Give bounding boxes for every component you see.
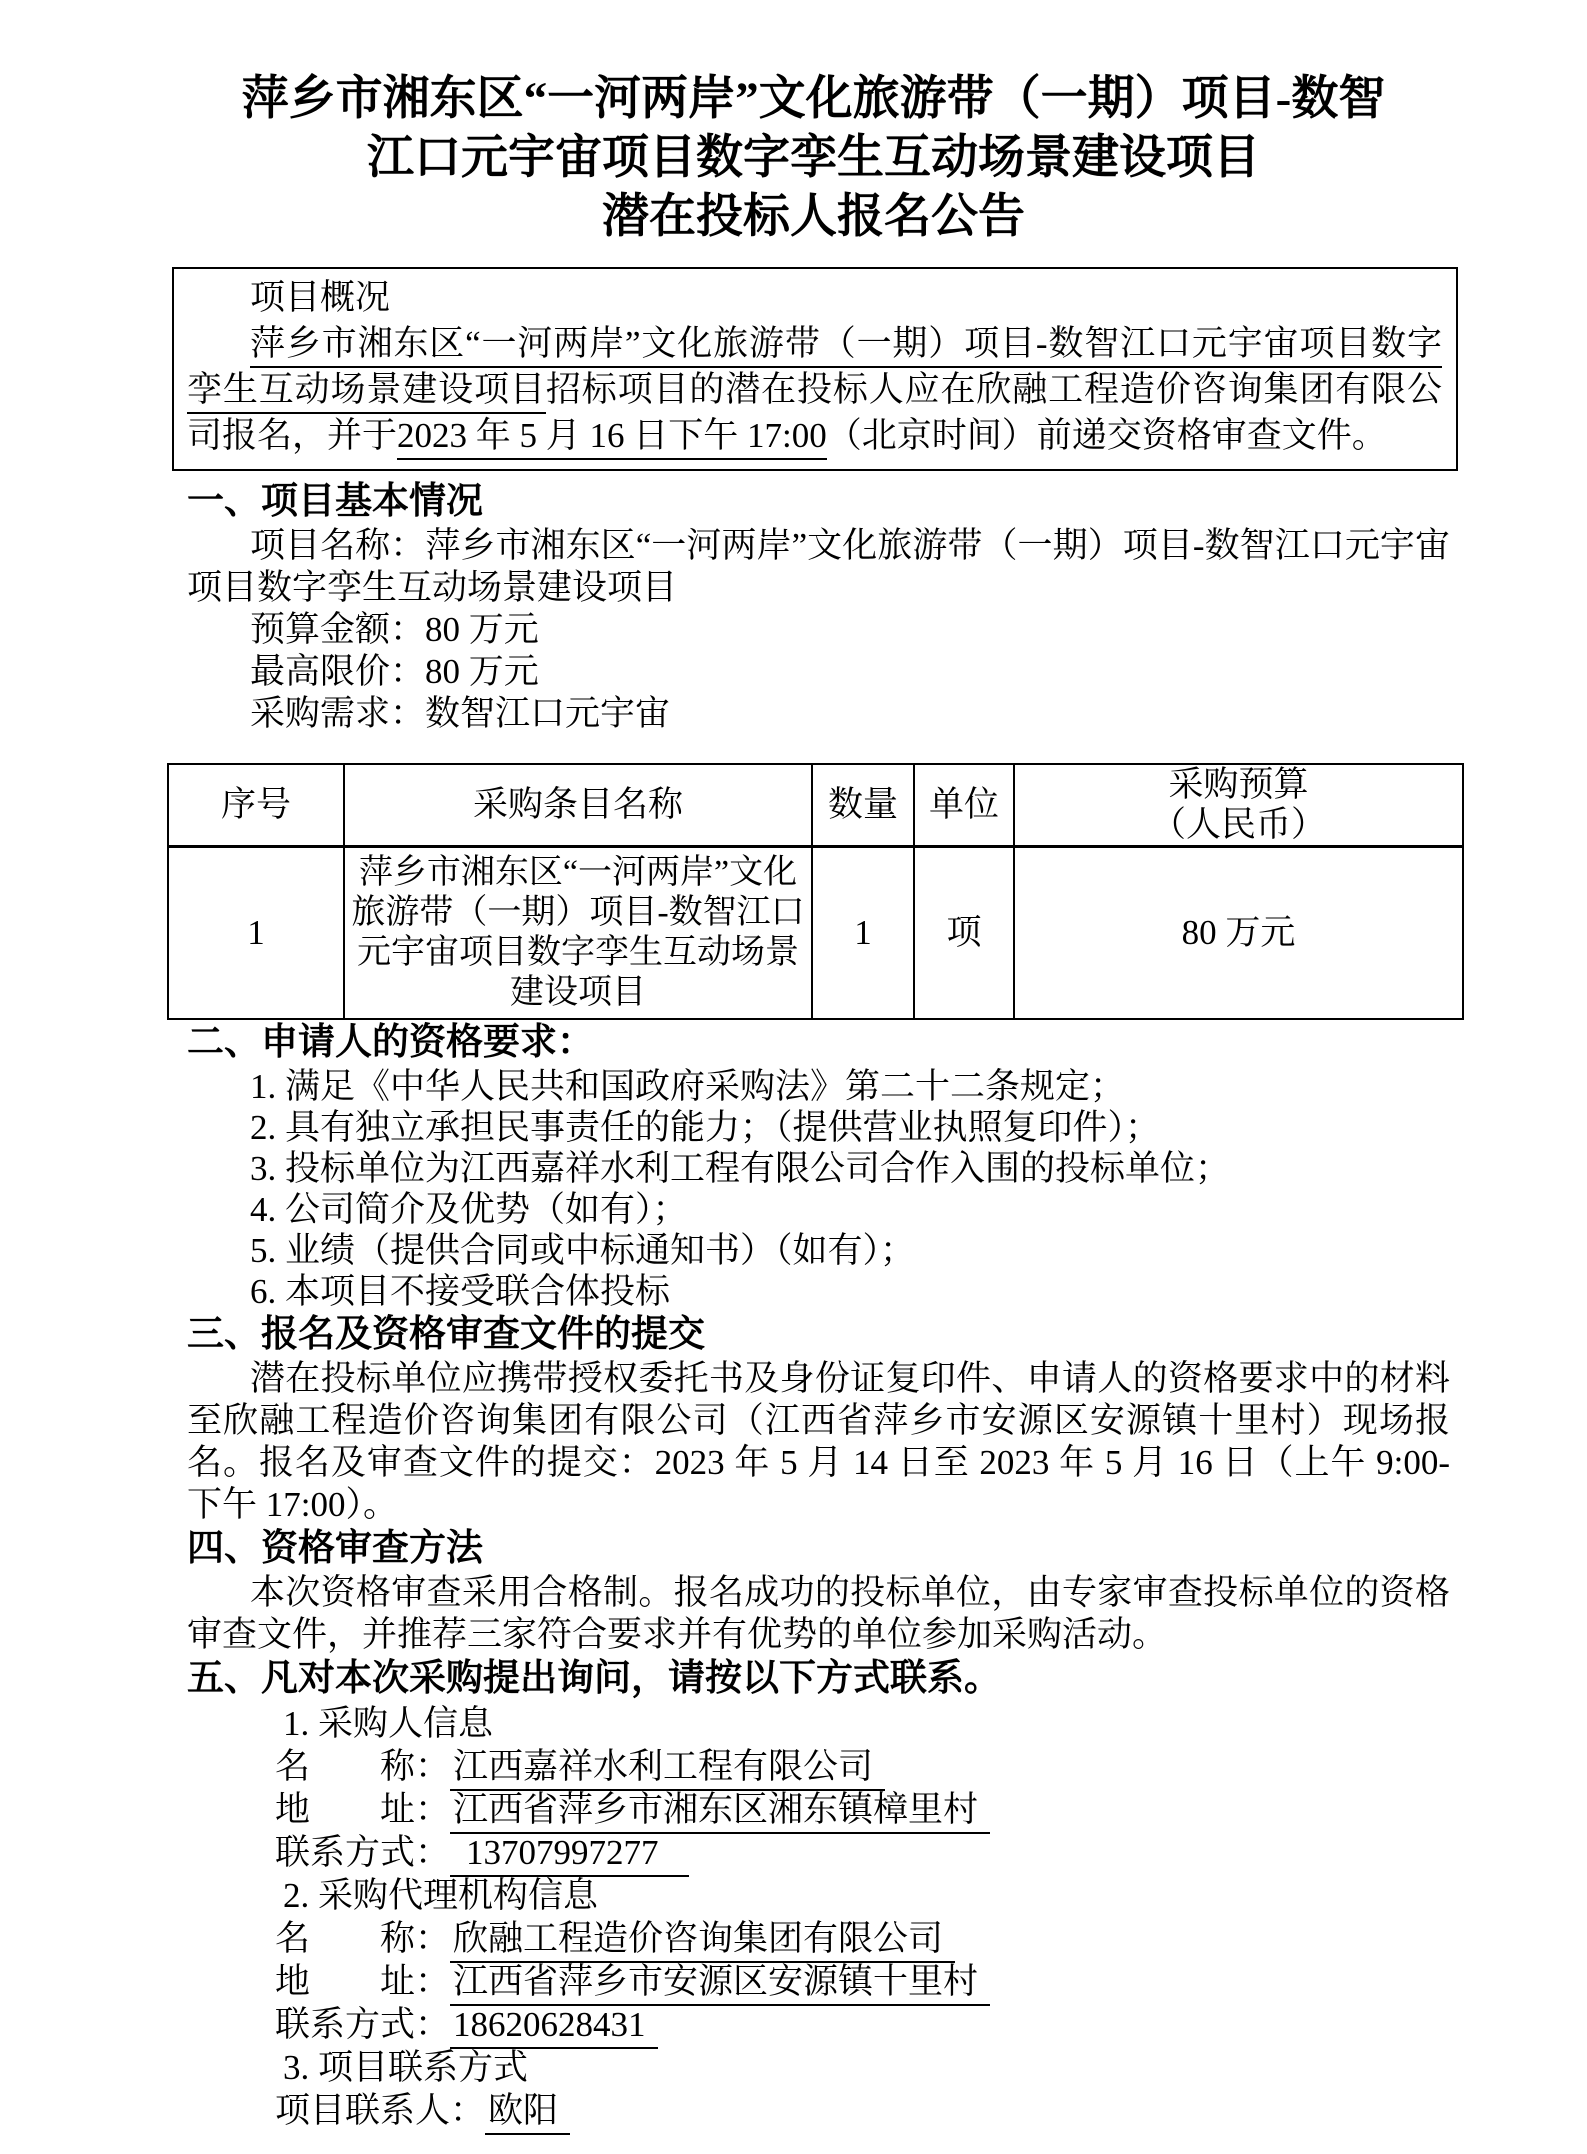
overview-label: 项目概况 [250,278,391,317]
table-cell-qty: 1 [812,847,914,1020]
title-line-3: 潜在投标人报名公告 [602,191,1025,243]
agent-info-heading: 2. 采购代理机构信息 [283,1876,599,1915]
section1-heading: 一、项目基本情况 [187,481,483,522]
overview-tail-text: （北京时间）前递交资格审查文件。 [826,416,1387,455]
agent-address-row [275,1960,1450,2003]
project-overview-box [172,267,1458,471]
section2-heading: 二、申请人的资格要求： [187,1022,594,1063]
table-header-row [168,764,1463,847]
requirement-item-5: 5. 业绩（提供合同或中标通知书）（如有）； [250,1231,916,1270]
requirement-item-3: 3. 投标单位为江西嘉祥水利工程有限公司合作入围的投标单位； [250,1149,1231,1188]
table-cell-unit: 项 [914,847,1014,1020]
table-cell-no: 1 [168,847,344,1020]
table-cell-name: 萍乡市湘东区“一河两岸”文化旅游带（一期）项目-数智江口元宇宙项目数字孪生互动场景建设项目 [344,847,812,1020]
agent-name-row [275,1917,1450,1960]
buyer-phone-label: 联系方式： [275,1833,451,1872]
title-line-2: 江口元宇宙项目数字孪生互动场景建设项目 [367,132,1260,184]
requirement-item-1: 1. 满足《中华人民共和国政府采购法》第二十二条规定； [250,1067,1126,1106]
table-header-name: 采购条目名称 [344,764,812,847]
buyer-name-row [275,1745,1450,1788]
section3-heading: 三、报名及资格审查文件的提交 [187,1314,705,1355]
agent-phone-row [275,2003,1450,2046]
section4-paragraph: 本次资格审查采用合格制。报名成功的投标单位，由专家审查投标单位的资格审查文件，并推荐三家符合要求并有优势的单位参加采购活动。 [187,1573,1450,1654]
buyer-name-value: 江西嘉祥水利工程有限公司 [450,1747,885,1791]
agent-name-label: 名 称： [275,1919,451,1958]
table-row [168,847,1463,1020]
buyer-info-heading: 1. 采购人信息 [283,1704,494,1743]
procurement-table [167,763,1464,1020]
overview-project-name-underlined: 萍乡市湘东区“一河两岸”文化旅游带（一期）项目-数智江口元宇宙项目数字孪生互动场景建设项目 [187,324,1442,414]
section5-heading: 五、凡对本次采购提出询问，请按以下方式联系。 [187,1658,1001,1699]
agent-phone-label: 联系方式： [275,2005,451,2044]
project-contact-name: 欧阳 [485,2091,570,2135]
overview-middle-text: 招标项目的潜在投标人应在欣融工程造价咨询集团有限公司报名，并于 [187,370,1442,455]
requirement-item-2: 2. 具有独立承担民事责任的能力；（提供营业执照复印件）； [250,1108,1161,1147]
contact-block [187,1702,1450,2132]
qualification-requirements-list [187,1066,1450,1312]
buyer-phone-value: 13707997277 [450,1833,689,1877]
table-header-unit: 单位 [914,764,1014,847]
agent-address-label: 地 址： [275,1962,451,2001]
demand-line: 采购需求：数智江口元宇宙 [250,694,671,733]
project-contact-label: 项目联系人： [275,2091,486,2130]
overview-deadline-underlined: 2023 年 5 月 16 日下午 17:00 [397,416,827,460]
project-contact-heading: 3. 项目联系方式 [283,2048,529,2087]
section4-heading: 四、资格审查方法 [187,1528,483,1569]
buyer-address-value: 江西省萍乡市湘东区湘东镇樟里村 [450,1790,990,1834]
buyer-phone-row [275,1831,1450,1874]
table-header-budget-line1: 采购预算 [1168,765,1309,804]
document-title [157,70,1470,247]
buyer-address-row [275,1788,1450,1831]
section3-paragraph: 潜在投标单位应携带授权委托书及身份证复印件、申请人的资格要求中的材料至欣融工程造价咨询集团有限公司（江西省萍乡市安源区安源镇十里村）现场报名。报名及审查文件的提交：2023 年 5 月 14 日至 2023 年 5 月 16 日（上午 9:00-下午 17:00）。 [187,1359,1450,1524]
agent-phone-value: 18620628431 [450,2005,658,2049]
project-contact-row [275,2089,1450,2132]
table-header-qty: 数量 [812,764,914,847]
title-line-1: 萍乡市湘东区“一河两岸”文化旅游带（一期）项目-数智 [241,73,1386,125]
budget-line: 预算金额：80 万元 [250,610,539,649]
requirement-item-4: 4. 公司简介及优势（如有）； [250,1190,688,1229]
buyer-name-label: 名 称： [275,1747,451,1786]
agent-address-value: 江西省萍乡市安源区安源镇十里村 [450,1962,990,2006]
buyer-address-label: 地 址： [275,1790,451,1829]
requirement-item-6: 6. 本项目不接受联合体投标 [250,1272,671,1311]
overview-paragraph [187,321,1442,459]
table-header-budget-line2: （人民币） [1150,805,1326,844]
agent-name-value: 欣融工程造价咨询集团有限公司 [450,1919,955,1963]
table-header-budget [1014,764,1463,847]
max-price-line: 最高限价：80 万元 [250,652,539,691]
table-cell-budget: 80 万元 [1014,847,1463,1020]
project-name-line: 项目名称：萍乡市湘东区“一河两岸”文化旅游带（一期）项目-数智江口元宇宙项目数字孪生互动场景建设项目 [187,526,1450,607]
table-header-no: 序号 [168,764,344,847]
document-content [187,70,1450,2132]
